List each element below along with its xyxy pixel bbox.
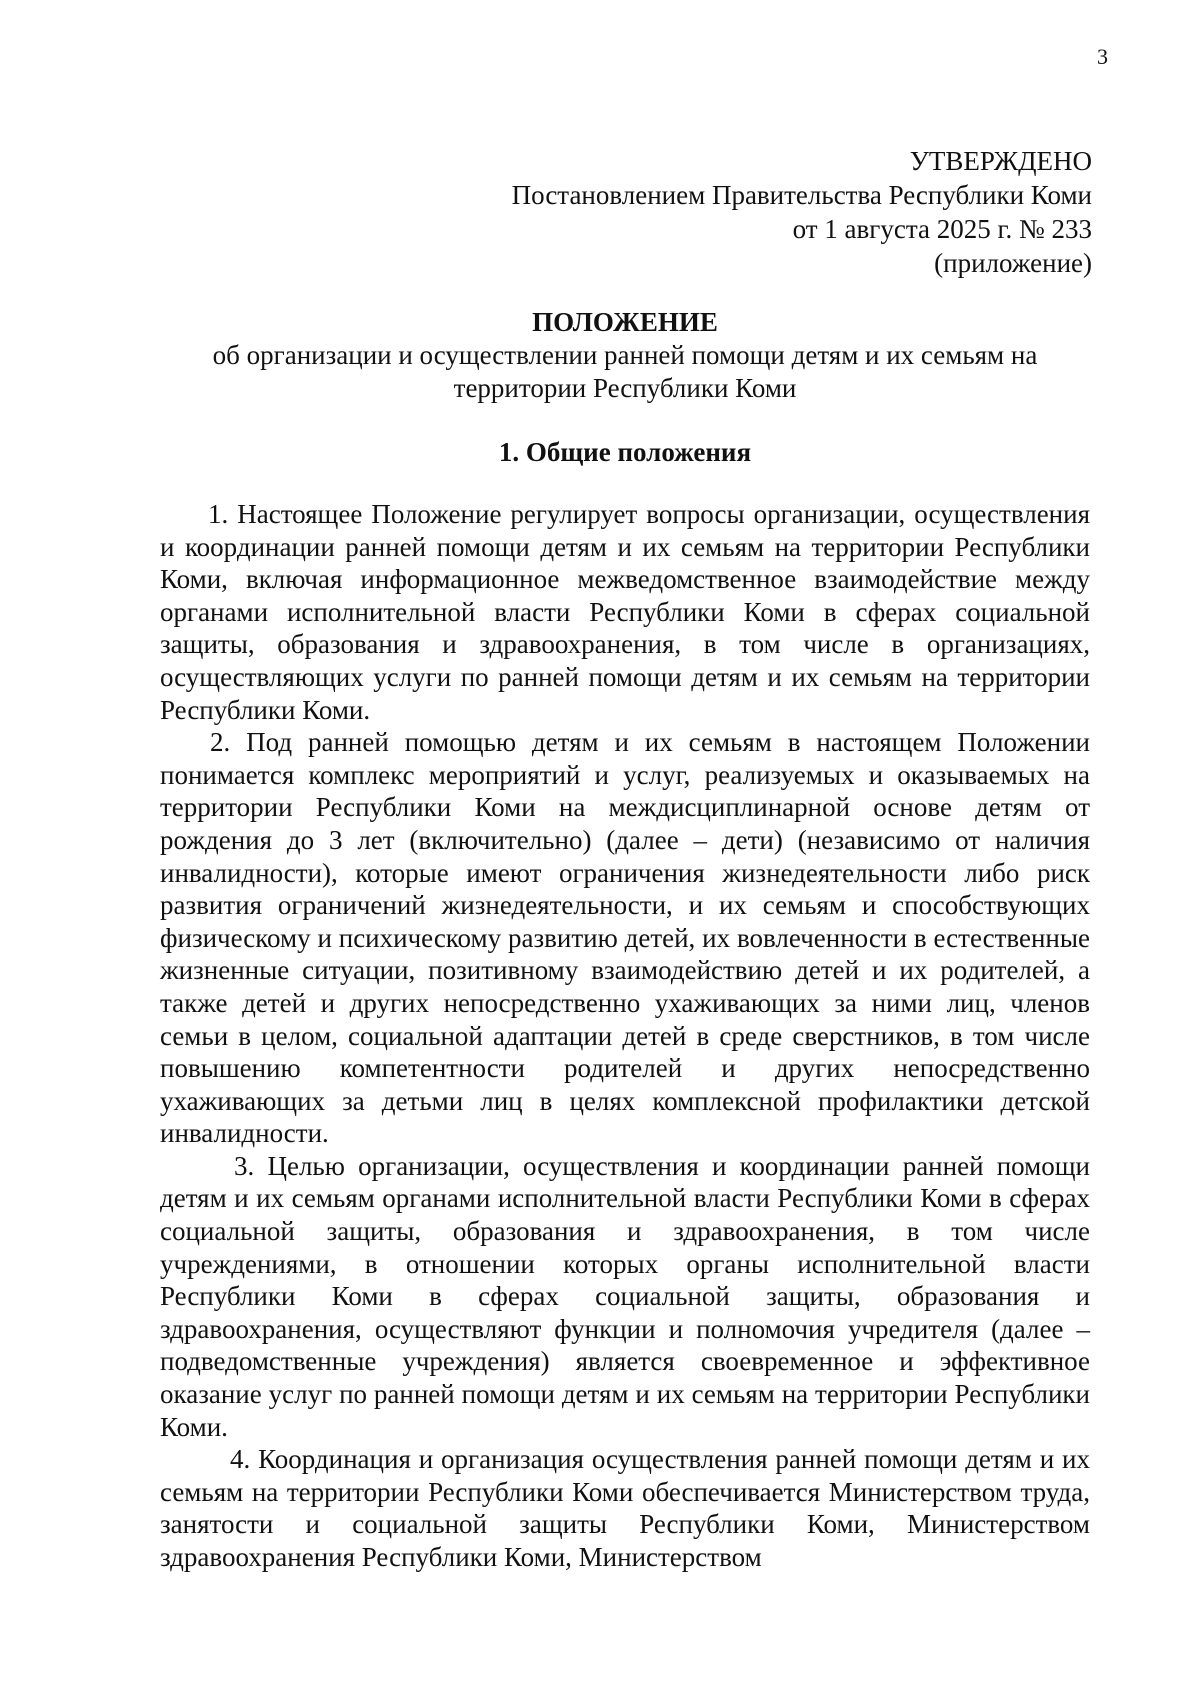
document-body [160,498,1090,1574]
approval-line-date-number: от 1 августа 2025 г. № 233 [792,214,1092,244]
paragraph-3: 3. Целью организации, осуществления и координации ранней помощи детям и их семьям органами исполнительной власти Республики Коми в сферах социальной защиты, образования и здравоохранения, в том числе учреждениями, в отношении которых органы исполнительной власти Республики Коми в сферах социальной защиты, образования и здравоохранения, осуществляют функции и полномочия учредителя (далее – подведомственные учреждения) является своевременное и эффективное оказание услуг по ранней помощи детям и их семьям на территории Республики Коми. [160,1150,1090,1442]
paragraph-1: 1. Настоящее Положение регулирует вопросы организации, осуществления и координации ранней помощи детям и их семьям на территории Республики Коми, включая информационное межведомственное взаимодействие между органами исполнительной власти Республики Коми в сферах социальной защиты, образования и здравоохранения, в том числе в организациях, осуществляющих услуги по ранней помощи детям и их семьям на территории Республики Коми. [160,499,1090,725]
page-number: 3 [1097,44,1108,69]
approval-line-resolution: Постановлением Правительства Республики Коми [511,180,1092,210]
paragraph-4: 4. Координация и организация осуществления ранней помощи детям и их семьям на территории Республики Коми обеспечивается Министерством труда, занятости и социальной защиты Республики Коми, Министерством здравоохранения Республики Коми, Министерством [160,1444,1090,1572]
approval-stamp-block [512,144,1092,280]
paragraph-2: 2. Под ранней помощью детям и их семьям в настоящем Положении понимается комплекс мероприятий и услуг, реализуемых и оказываемых на территории Республики Коми на междисциплинарной основе детям от рождения до 3 лет (включительно) (далее – дети) (независимо от наличия инвалидности), которые имеют ограничения жизнедеятельности либо риск развития ограничений жизнедеятельности, и их семьям и способствующих физическому и психическому развитию детей, их вовлеченности в естественные жизненные ситуации, позитивному взаимодействию детей и их родителей, а также детей и других непосредственно ухаживающих за ними лиц, членов семьи в целом, социальной адаптации детей в среде сверстников, в том числе повышению компетентности родителей и других непосредственно ухаживающих за детьми лиц в целях комплексной профилактики детской инвалидности. [160,727,1090,1149]
document-subtitle: об организации и осуществлении ранней помощи детям и их семьям на территории Республики Коми [212,340,1038,403]
document-title: ПОЛОЖЕНИЕ [532,307,718,337]
approval-line-approved: УТВЕРЖДЕНО [909,146,1092,176]
section-heading: 1. Общие положения [498,437,752,467]
approval-line-appendix: (приложение) [934,248,1092,278]
document-title-block [160,306,1090,405]
